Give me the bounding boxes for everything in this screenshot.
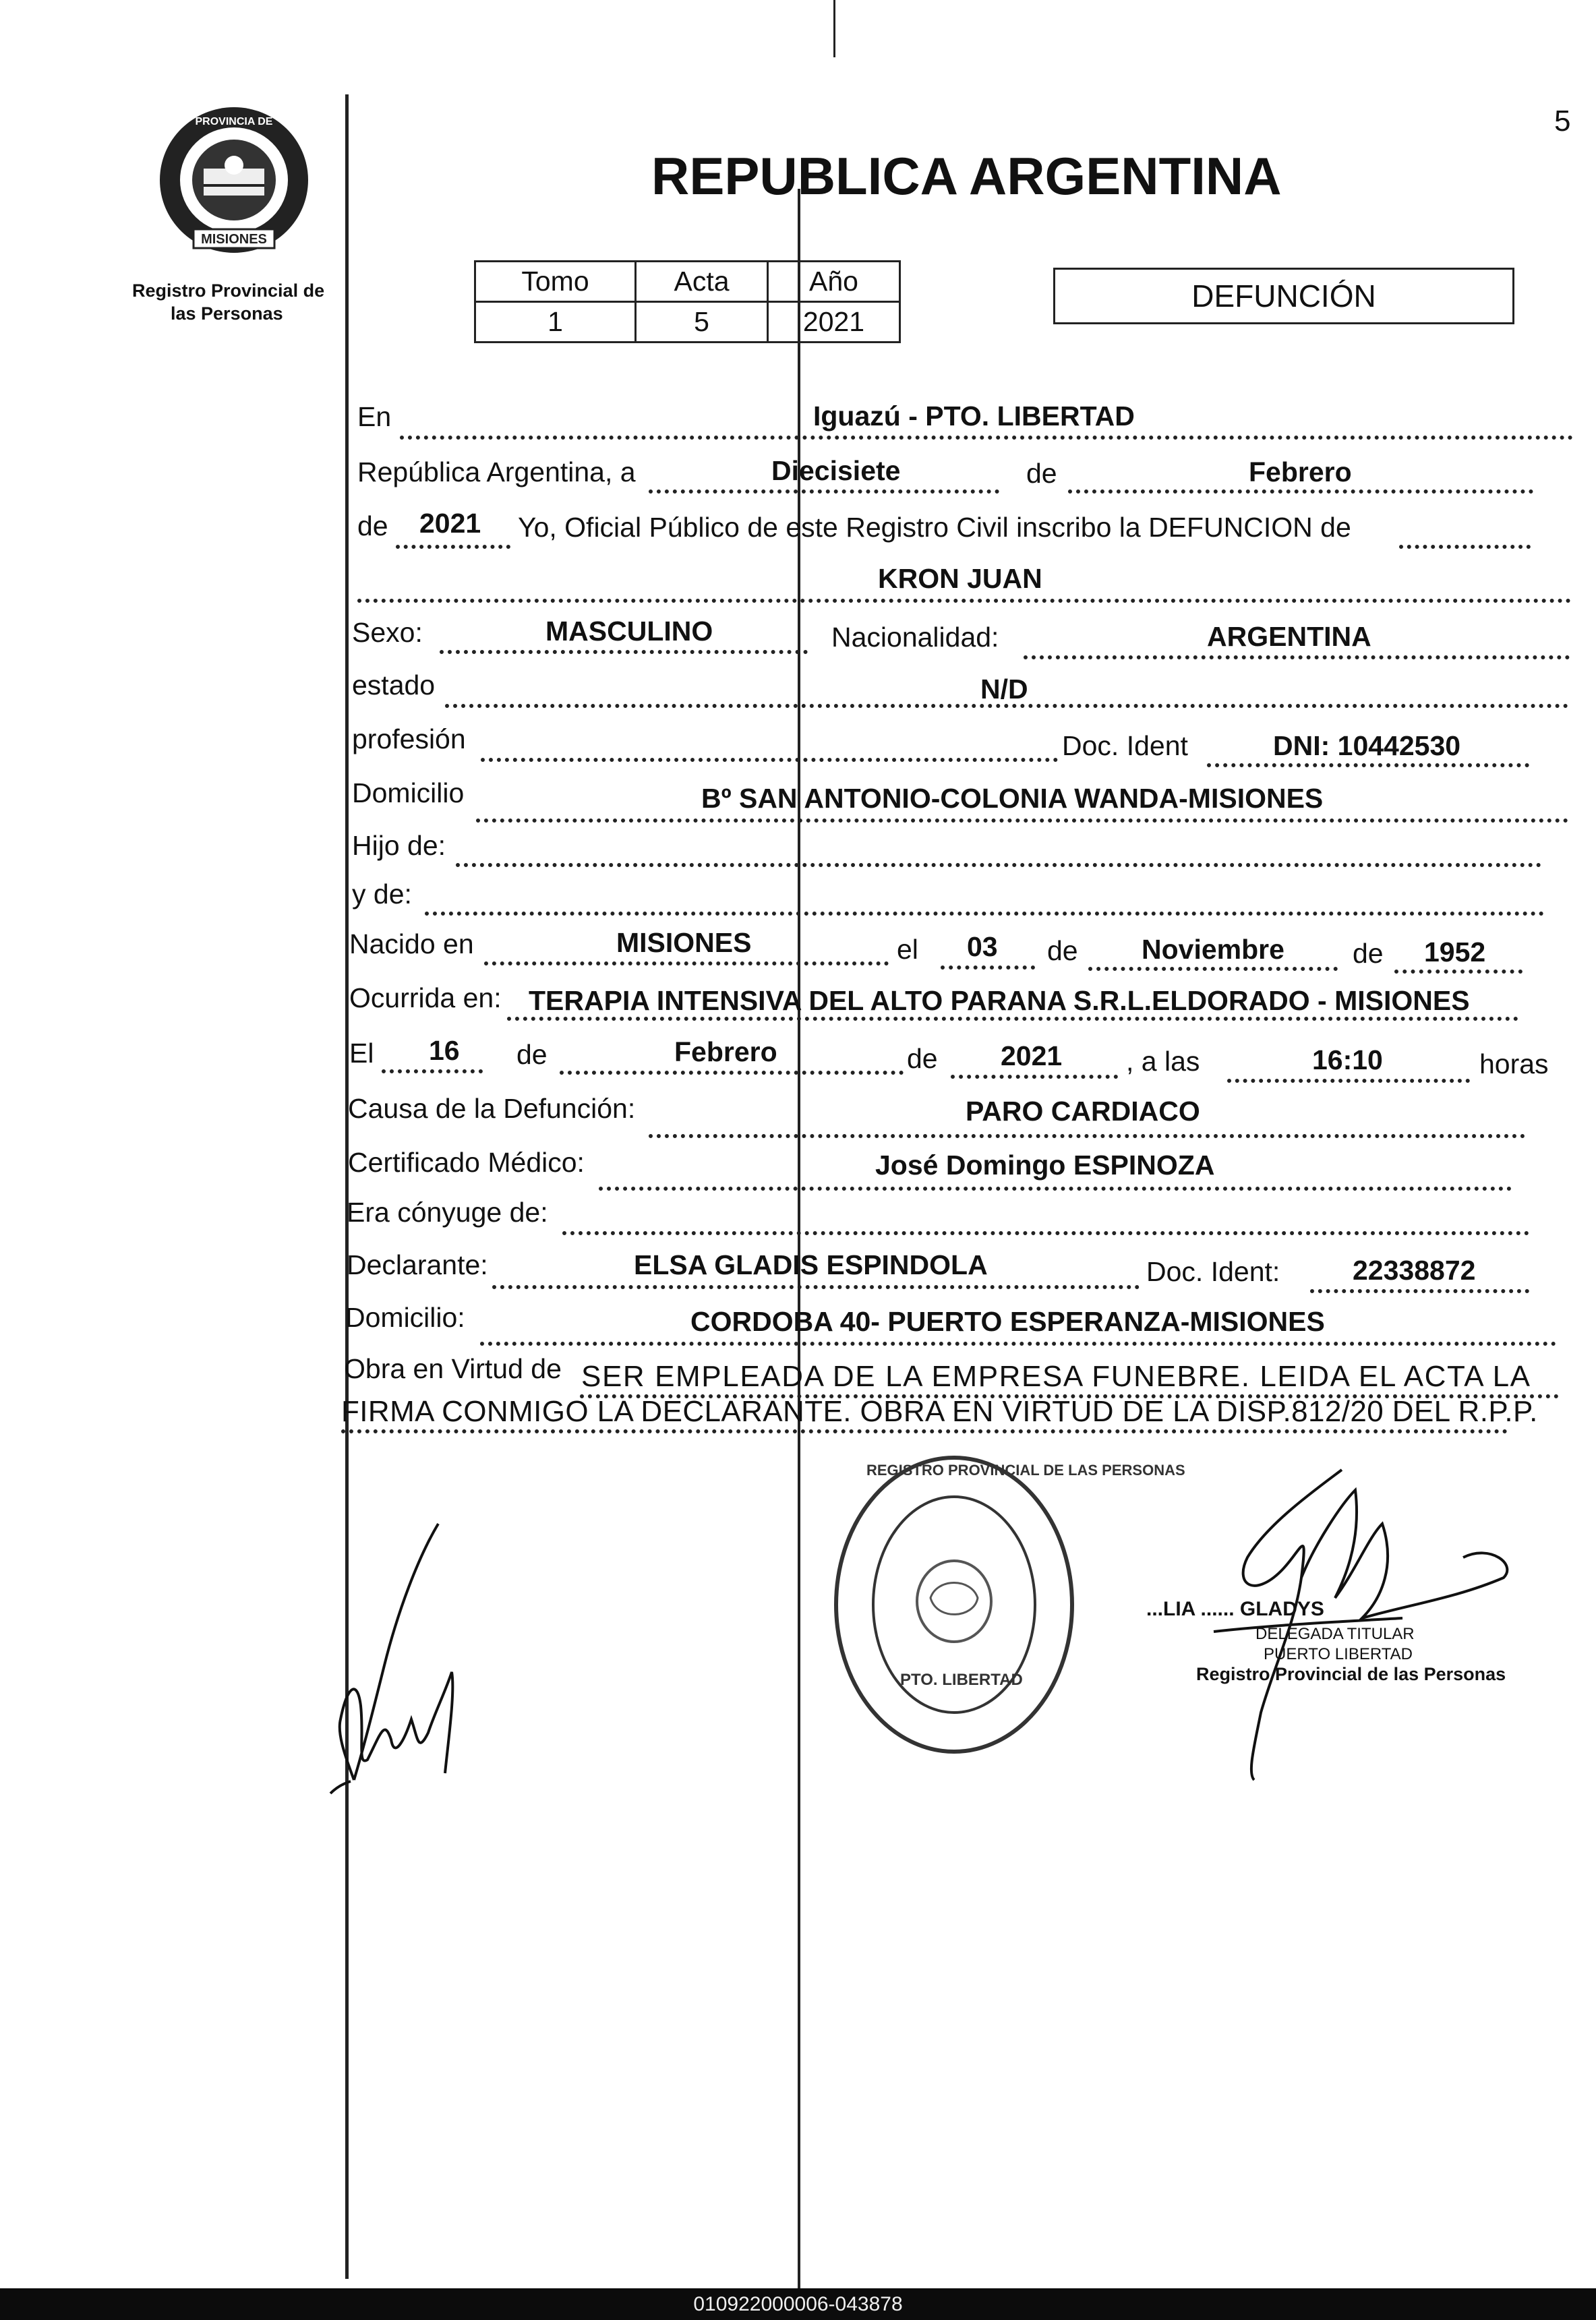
value-place: Iguazú - PTO. LIBERTAD	[813, 400, 1135, 432]
value-death-time: 16:10	[1312, 1044, 1383, 1075]
footer-bar	[0, 2288, 1596, 2320]
registry-name-line2: las Personas	[171, 303, 283, 324]
dotted-line	[1068, 489, 1533, 494]
label-domicilio-declarant: Domicilio:	[345, 1302, 465, 1333]
logo-bottom-text: MISIONES	[201, 232, 267, 247]
label-de-birth-month: de	[1047, 935, 1078, 966]
label-de-death-year: de	[907, 1043, 938, 1074]
value-month: Febrero	[1249, 456, 1352, 487]
stamp-center-text: PTO. LIBERTAD	[900, 1671, 1023, 1689]
label-sexo: Sexo:	[352, 617, 423, 648]
label-de-month: de	[1026, 458, 1057, 489]
left-margin-line	[345, 94, 349, 2279]
table-header-acta: Acta	[636, 262, 768, 302]
label-hijo-de: Hijo de:	[352, 830, 446, 861]
footer-barcode-text: 010922000006-043878	[693, 2292, 903, 2315]
dotted-line	[357, 599, 1571, 603]
label-ocurrida-en: Ocurrida en:	[349, 982, 502, 1013]
table-header-tomo: Tomo	[475, 262, 636, 302]
label-de-death-month: de	[516, 1039, 548, 1070]
label-yo: Yo, Oficial Público de este Registro Civil inscribo la DEFUNCION de	[518, 512, 1351, 543]
value-birth-place: MISIONES	[616, 927, 752, 958]
logo-top-text: PROVINCIA DE	[195, 116, 273, 127]
dotted-line	[1024, 655, 1570, 659]
table-value-tomo: 1	[475, 302, 636, 343]
label-en: En	[357, 401, 392, 432]
label-certificado: Certificado Médico:	[348, 1147, 585, 1178]
label-y-de: y de:	[352, 879, 412, 910]
dotted-line	[456, 863, 1541, 867]
value-doc-id: DNI: 10442530	[1273, 730, 1461, 761]
dotted-line	[1227, 1079, 1470, 1083]
dotted-line	[481, 758, 1058, 762]
dotted-line	[492, 1285, 1140, 1289]
label-de-birth-year: de	[1353, 938, 1384, 969]
document-type-box	[1053, 268, 1514, 324]
label-doc-ident-declarant: Doc. Ident:	[1146, 1256, 1280, 1287]
left-signature	[317, 1517, 519, 1800]
dotted-line	[1088, 967, 1338, 971]
label-de-year: de	[357, 510, 388, 541]
label-estado: estado	[352, 670, 436, 701]
value-deceased-name: KRON JUAN	[878, 563, 1042, 594]
label-doc-ident: Doc. Ident	[1062, 730, 1188, 761]
registry-name-line1: Registro Provincial de	[132, 280, 325, 301]
label-el-birth: el	[897, 934, 918, 965]
stamp-ring-text: REGISTRO PROVINCIAL DE LAS PERSONAS	[866, 1462, 1185, 1479]
official-title: DELEGADA TITULAR	[1255, 1625, 1415, 1643]
fold-line	[798, 189, 800, 2292]
dotted-line	[560, 1071, 904, 1075]
label-domicilio: Domicilio	[352, 777, 465, 808]
label-el-death: El	[349, 1038, 374, 1069]
value-year: 2021	[419, 508, 481, 539]
dotted-line	[941, 965, 1035, 970]
value-declarant-address: CORDOBA 40- PUERTO ESPERANZA-MISIONES	[690, 1306, 1325, 1337]
top-tick-line	[833, 0, 835, 57]
value-cause: PARO CARDIACO	[966, 1096, 1200, 1127]
value-sex: MASCULINO	[545, 616, 713, 647]
label-nacido-en: Nacido en	[349, 928, 474, 959]
dotted-line	[951, 1075, 1118, 1079]
dotted-line	[400, 436, 1573, 440]
dotted-line	[425, 912, 1544, 916]
table-value-ano: 2021	[768, 302, 900, 343]
dotted-line	[1399, 545, 1531, 549]
dotted-line	[562, 1231, 1529, 1235]
dotted-line	[396, 545, 510, 549]
dotted-line	[476, 819, 1568, 823]
value-obra-line2: FIRMA CONMIGO LA DECLARANTE. OBRA EN VIRTUD DE LA DISP.812/20 DEL R.P.P.	[341, 1395, 1538, 1428]
label-a-las: , a las	[1126, 1046, 1200, 1077]
table-header-ano: Año	[768, 262, 900, 302]
value-doctor: José Domingo ESPINOZA	[875, 1150, 1215, 1181]
label-profesion: profesión	[352, 723, 466, 754]
value-declarant: ELSA GLADIS ESPINDOLA	[634, 1249, 988, 1280]
label-conyuge: Era cónyuge de:	[347, 1197, 548, 1228]
official-office: PUERTO LIBERTAD	[1264, 1645, 1413, 1663]
value-death-month: Febrero	[674, 1036, 777, 1067]
label-republica: República Argentina, a	[357, 456, 636, 487]
dotted-line	[440, 650, 808, 654]
dotted-line	[507, 1017, 1518, 1021]
dotted-line	[1394, 970, 1523, 974]
dotted-line	[1310, 1289, 1529, 1293]
label-horas: horas	[1479, 1048, 1549, 1079]
value-nationality: ARGENTINA	[1207, 621, 1371, 652]
value-birth-year: 1952	[1424, 936, 1486, 968]
province-seal-logo	[156, 105, 312, 256]
value-birth-month: Noviembre	[1142, 934, 1284, 965]
document-type: DEFUNCIÓN	[1191, 278, 1376, 314]
official-name: ...LIA ...... GLADYS	[1146, 1598, 1324, 1620]
dotted-line	[649, 1134, 1525, 1138]
page-title: REPUBLICA ARGENTINA	[651, 146, 1282, 206]
official-registry: Registro Provincial de las Personas	[1196, 1664, 1506, 1684]
dotted-line	[599, 1187, 1512, 1191]
table-value-acta: 5	[636, 302, 768, 343]
label-declarante: Declarante:	[347, 1249, 488, 1280]
value-day-words: Diecisiete	[771, 455, 901, 486]
value-address: Bº SAN ANTONIO-COLONIA WANDA-MISIONES	[701, 783, 1324, 814]
dotted-line	[341, 1429, 1508, 1433]
value-civil-status: N/D	[980, 674, 1028, 705]
dotted-line	[1207, 763, 1529, 767]
dotted-line	[484, 961, 889, 965]
official-stamp	[829, 1450, 1185, 1760]
label-obra: Obra en Virtud de	[344, 1353, 562, 1384]
dotted-line	[382, 1069, 483, 1073]
label-causa: Causa de la Defunción:	[348, 1093, 636, 1124]
value-birth-day: 03	[967, 931, 998, 962]
value-obra-line1: SER EMPLEADA DE LA EMPRESA FUNEBRE. LEIDA EL ACTA LA	[581, 1360, 1531, 1393]
page-number: 5	[1554, 105, 1571, 138]
label-nacionalidad: Nacionalidad:	[831, 622, 999, 653]
dotted-line	[649, 489, 999, 494]
value-death-year: 2021	[1001, 1040, 1063, 1071]
record-number-table	[474, 260, 901, 343]
value-death-day: 16	[429, 1035, 460, 1066]
dotted-line	[480, 1342, 1556, 1346]
value-declarant-doc: 22338872	[1353, 1255, 1476, 1286]
value-death-place: TERAPIA INTENSIVA DEL ALTO PARANA S.R.L.ELDORADO - MISIONES	[529, 985, 1470, 1016]
